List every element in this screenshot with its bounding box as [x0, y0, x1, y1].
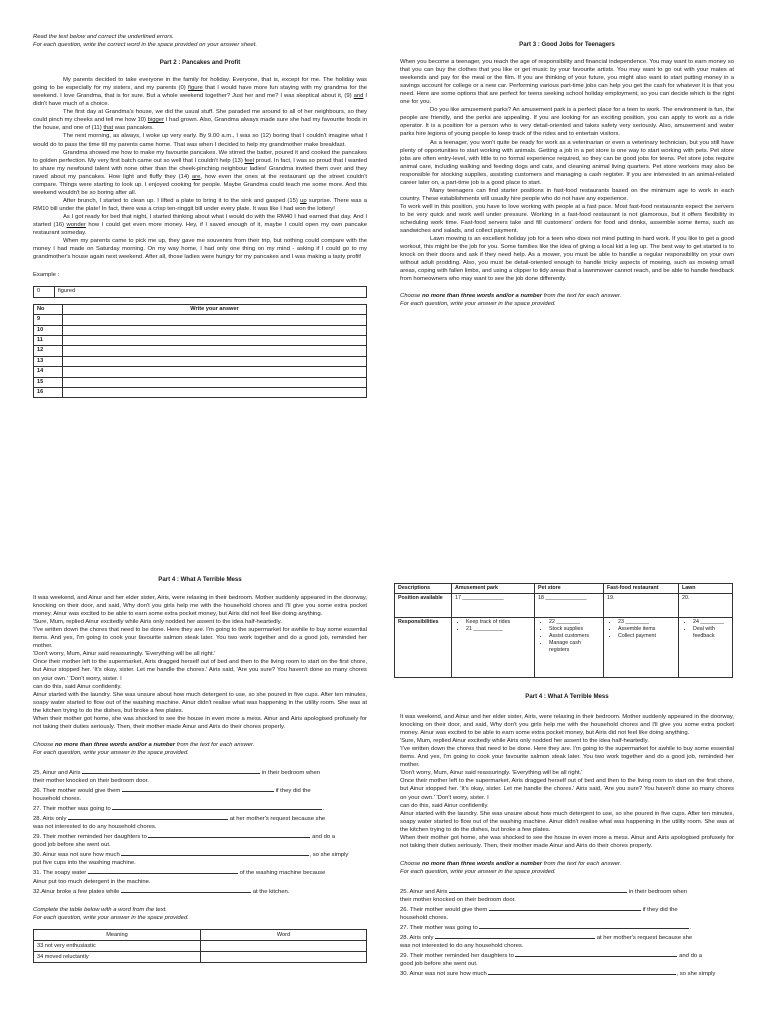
answer-cell[interactable] [63, 367, 367, 377]
jobs-header-fastfood: Fast-food restaurant [604, 584, 679, 594]
part4-story-repeat [400, 713, 734, 850]
answer-blank[interactable] [515, 950, 677, 957]
answer-table [33, 304, 367, 399]
list-item: • Collect payment [618, 633, 675, 640]
jobs-header-descriptions: Descriptions [395, 584, 452, 594]
position-17[interactable]: 17 ______________ [452, 594, 535, 618]
question-28: 28. Airis only at her mother's request because she [33, 813, 367, 823]
row-responsibilities-label: Responsibilities [395, 618, 452, 678]
answer-row [34, 315, 367, 325]
part2-paragraph-4: Grandma showed me how to make my favourite pancakes. We stirred the batter, poured it and cooked the pancakes to golden perfection. My very first batch came out so well that I couldn't help (13) feel proud. In fact, I was so proud that I wanted to share my newfound talent with none other than the cheek-pinching neighbour ladies! Grandma invited them over and they raved about my pancakes. How light and fluffy they (14) are, how even the ones at the restaurant up the street couldn't compare. Things were starting to look up. I enjoyed cooking for people. Maybe Grandma could teach me some more. And this weekend wouldn't be so boring after all. [33, 149, 367, 196]
answer-cell[interactable] [63, 325, 367, 335]
question-32: 32.Ainur broke a few plates while at the kitchen. [33, 886, 367, 896]
answer-blank[interactable] [112, 803, 322, 810]
part3-table-wrap [394, 583, 733, 678]
meaning-cell: 33 not very enthusiastic [34, 940, 201, 951]
example-number: 0 [34, 287, 55, 297]
part4-paragraph: Once their mother left to the supermarket, Airis dragged herself out of bed and then to the living room to start on the first chore, but Ainur stopped her. 'It's okay, sister. Let me handle the chores.' Airis said, 'Are you sure? You haven't done so many chores on your own.' 'Don't worry, sister. I [400, 778, 734, 801]
part3-paragraph-1: When you become a teenager, you reach the age of responsibility and financial independence. You may want to earn money so that you can buy the clothes that you like or get music by your favourite artists. You may want to go out with your mates at weekends and pay for the meal or the film. If you are thinking of your future, you might also want to start putting money in a savings account for college or a new car. Performing various part-time jobs can help you get the cash for whatever it is that you need. Here are some options that are perfect for teens seeking school holiday employment, so you can decide which is the right one for you. [400, 59, 734, 106]
question-28-cont: was not interested to do any household chores. [400, 943, 524, 950]
part3-instruction-1: Choose no more than three words and/or a number from the text for each answer. [400, 293, 622, 300]
part4-paragraph: 'Sure, Mum, replied Ainur excitedly while Airis only nodded her assent to the idea half-heartedly. [400, 738, 649, 745]
part4-paragraph: 'I've written down the chores that need to be done. Here they are. I'm going to the supermarket for awhile to buy some essential items. And yes, I'm going to cook your favourite salmon steak later. You two work together and do a good job, reminded her mother. [33, 627, 367, 650]
question-30-cont: put five cups into the washing machine. [33, 860, 136, 867]
word-header: Word [201, 929, 367, 940]
answer-row [34, 346, 367, 356]
question-27: 27. Their mother was going to . [400, 922, 734, 932]
example-table [33, 286, 367, 297]
answer-blank[interactable] [121, 849, 309, 856]
part4-paragraph: When their mother got home, she was shocked to see the house in even more a mess. Ainur and Airis apologised profusely for not taking their duties seriously. Then, their mother made Ainur and Airis do their chores properly. [33, 715, 367, 730]
answer-row [34, 367, 367, 377]
list-item[interactable]: • 21 __________ [466, 626, 531, 633]
list-item: • Stock supplies [549, 626, 600, 633]
answer-row [34, 377, 367, 387]
part4-paragraph: Ainur started with the laundry. She was unsure about how much detergent to use, so she poured in five cups. After ten minutes, soapy water started to flow out of the washing machine. Ainur didn't realise what was happening in the utility room. She was at the kitchen trying to do the dishes, but broke a few plates. [33, 691, 367, 714]
part3-title: Part 3 : Good Jobs for Teenagers [519, 41, 615, 48]
complete-instruction-1: Complete the table below with a word from the text. [33, 906, 167, 913]
part3-paragraph-5: To work well in this position, you have to love working with people at a fast pace. Most fast-food restaurants expect the servers to be very quick and work well under pressure. Working in a fast-food restaurant is not glamorous, but it offers flexibility in scheduling work time. Fast-food servers take and fill customers' orders for food and drinks, assemble some items, such as sandwiches and salads, and collect payment. [400, 203, 734, 235]
meaning-cell: 34 moved reluctantly [34, 951, 201, 962]
answer-row [34, 325, 367, 335]
jobs-table [394, 583, 733, 678]
answer-blank[interactable] [148, 831, 310, 838]
fastfood-responsibilities [604, 618, 679, 678]
question-28-cont: was not interested to do any household chores. [33, 824, 157, 831]
part4-paragraph: 'Don't worry, Mum, Ainur said reassuringly. 'Everything will be all right.' [400, 770, 583, 777]
part4-paragraph: Ainur started with the laundry. She was unsure about how much detergent to use, so she poured in five cups. After ten minutes, soapy water started to flow out of the washing machine. Ainur didn't realise what was happening in the utility room. She was at the kitchen trying to do the dishes, but broke a few plates. [400, 810, 734, 833]
question-25: 25. Ainur and Airis in their bedroom when [400, 886, 734, 896]
meaning-word-table [33, 929, 367, 963]
part4-instruction-1: Choose no more than three words and/or a number from the text for each answer. [33, 741, 255, 748]
answer-cell[interactable] [63, 335, 367, 345]
answer-row [34, 388, 367, 398]
part2-paragraph-5: After brunch, I started to clean up. I lifted a plate to bring it to the sink and gasped (15) up surprise. There was a RM10 bill under the plate! In fact, there was a crisp ten-ringgit bill under every plate. It was like I had won the lottery! [33, 197, 367, 212]
part4-title: Part 4 : What A Terrible Mess [158, 576, 242, 583]
part3-paragraph-6: Lawn mowing is an excellent holiday job for a teen who does not mind putting in hard work. If you like to get a good workout, this might be the job for you. Some families like the idea of giving a local kid a leg up. The best way to get started is to knock on their doors and ask if they need help. As a mower, you must be able to handle a regular responsibility on your own without adult prodding. Also, you must be detail-oriented enough to handle tricky aspects of mowing, such as mowing small areas, coping with fallen limbs, and using a clipper to tidy areas that a lawnmower cannot reach, and be able to handle feedback from homeowners who may want to see the job done differently. [400, 236, 735, 283]
part4-instruction-2-repeat: For each question, write your answer in the space provided. [400, 868, 556, 875]
list-item[interactable]: • 24 ________ [693, 619, 729, 626]
instruction-line-1: Read the text below and correct the underlined errors. [33, 34, 174, 40]
part2-paragraph-6: As I got ready for bed that night, I started thinking about what I would do with the RM40 I had earned that day. And I started (16) wonder how I could get even more money. Hey, if I saved enough of it, maybe I could open my own pancake restaurant someday. [33, 213, 367, 237]
answer-number: 9 [34, 315, 63, 325]
meaning-word-row [34, 940, 367, 951]
part4-questions [33, 767, 367, 896]
part4-paragraph: can do this, said Ainur confidently. [400, 802, 489, 809]
instruction-line-2: For each question, write the correct word in the space provided on your answer sheet. [33, 42, 257, 49]
list-item[interactable]: • 22 ________ [549, 619, 600, 626]
question-31: 31. The soapy water of the washing machine because [33, 867, 367, 877]
part4-story [33, 594, 367, 731]
part2-paragraph-3: The next morning, as always, I woke up very early. By 9.00 a.m., I was so (12) boring that I couldn't imagine what I would do to pass the time till my parents came home. That was when I decided to help my grandmother make breakfast. [33, 133, 367, 148]
answer-cell[interactable] [63, 388, 367, 398]
part4-paragraph: Once their mother left to the supermarket, Airis dragged herself out of bed and then to the living room to start on the first chore, but Ainur stopped her. 'It's okay, sister. Let me handle the chores.' Airis said, 'Are you sure? You haven't done so many chores on your own.' 'Don't worry, sister. I [33, 659, 367, 682]
part4-questions-repeat [400, 886, 734, 978]
question-29: 29. Their mother reminded her daughters to and do a [400, 950, 734, 960]
question-31-cont: Ainur put too much detergent in the machine. [33, 878, 151, 885]
part2-paragraph-2: The first day at Grandma's house, we did the usual stuff. She paraded me around to all of her neighbours, so they could pinch my cheeks and tell me how 10) bigger I had grown. Also, Grandma always made sure she had my favourite foods in the house, and one of (11) that was pancakes. [33, 109, 367, 132]
part4-instruction-2: For each question, write your answer in the space provided. [33, 749, 189, 756]
jobs-header-lawn: Lawn [679, 584, 733, 594]
row-position-label: Position available [395, 594, 452, 618]
jobs-header-amusement: Amusement park [452, 584, 535, 594]
answer-number: 11 [34, 335, 63, 345]
answer-blank[interactable] [449, 886, 627, 893]
question-29-cont: good job before she went out. [33, 842, 111, 849]
list-item: • Assemble items [618, 626, 675, 633]
list-item: • Deal with feedback [693, 626, 729, 640]
answer-blank[interactable] [82, 767, 260, 774]
question-27: 27. Their mother was going to . [33, 803, 367, 813]
answer-number: 15 [34, 377, 63, 387]
meaning-header: Meaning [34, 929, 201, 940]
question-25: 25. Ainur and Airis in their bedroom when [33, 767, 367, 777]
answer-cell[interactable] [63, 356, 367, 366]
petstore-responsibilities [535, 618, 604, 678]
answer-row [34, 356, 367, 366]
position-19[interactable]: 19. [604, 594, 679, 618]
example-answer: figured [55, 287, 367, 297]
answer-number: 10 [34, 325, 63, 335]
part3-paragraph-3: As a teenager, you won't quite be ready for work as a veterinarian or even a veterinary technician, but you still have plenty of opportunities to start working with animals. Getting a job in a pet store is one way to start working with pets. Pet store jobs are often entry-level, with little to no formal experience required, so they can be good jobs for teens. Pet store jobs require animal care, including walking and feeding dogs and cats, and cleaning animal living quarters. Pet store workers may also be responsible for stocking supplies, assisting customers and managing a cash register. If you are interested in an animal-related career later on, a part-time job is a good place to start. [400, 139, 734, 186]
answer-number: 16 [34, 388, 63, 398]
complete-instruction-2: For each question, write your answer in the space provided. [33, 914, 189, 921]
answer-table-header-answer: Write your answer [63, 304, 367, 315]
part4-paragraph: It was weekend, and Ainur and her elder sister, Airis, were relaxing in their bedroom. Mother suddenly appeared in the doorway, knocking on their door, and said, Why don't you girls help me with the household chores and I'll give you some extra pocket money. Ainur was excited to be able to earn some extra pocket money, but Airis did not feel like doing anything. [33, 595, 367, 618]
question-26: 26. Their mother would give them if they did the [400, 904, 734, 914]
list-item: • Assist customers [549, 633, 600, 640]
part4-paragraph: When their mother got home, she was shocked to see the house in even more a mess. Ainur and Airis apologised profusely for not taking their duties seriously. Then, their mother made Ainur and Airis do their chores properly. [400, 834, 734, 849]
word-cell[interactable] [201, 951, 367, 962]
part4-paragraph: 'Don't worry, Mum, Ainur said reassuringly. 'Everything will be all right.' [33, 651, 216, 658]
question-26-cont: household chores. [400, 915, 449, 922]
part4-column-left [33, 576, 367, 963]
answer-blank[interactable] [489, 904, 641, 911]
part2-paragraph-1: My parents decided to take everyone in the family for holiday. Everyone, that is, except for me. The holiday was going to be especially for my sisters, and my parents (0) figure that I would have more fun staying with my grandma for the weekend. I love Grandma, that is for sure. But a whole weekend together? Just her and me? I was skeptical about it, (9) and I didn't have much of a choice. [33, 77, 367, 108]
answer-blank[interactable] [435, 932, 595, 939]
part4-instruction-1-repeat: Choose no more than three words and/or a number from the text for each answer. [400, 860, 622, 867]
position-18[interactable]: 18 ______________ [535, 594, 604, 618]
lawn-responsibilities [679, 618, 733, 678]
part4-paragraph: 'Sure, Mum, replied Ainur excitedly while Airis only nodded her assent to the idea half-heartedly. [33, 619, 282, 626]
question-26-cont: household chores. [33, 796, 82, 803]
example-label: Example : [33, 272, 60, 279]
answer-number: 14 [34, 367, 63, 377]
meaning-word-row [34, 951, 367, 962]
answer-blank[interactable] [479, 922, 689, 929]
position-20[interactable]: 20. [679, 594, 733, 618]
answer-cell[interactable] [63, 377, 367, 387]
part4-title-repeat: Part 4 : What A Terrible Mess [525, 693, 609, 700]
part3-paragraph-4: Many teenagers can find starter positions in fast-food restaurants based on the minimum age to work in each country. These establishments will usually hire people who do not have any experience. [400, 187, 734, 202]
question-30: 30. Ainur was not sure how much , so she simply [33, 849, 367, 859]
question-26: 26. Their mother would give them if they did the [33, 785, 367, 795]
answer-table-header-no: No [34, 304, 63, 315]
answer-cell[interactable] [63, 315, 367, 325]
part3-instruction-2: For each question, write your answer in the space provided. [400, 301, 556, 308]
part2-column [33, 33, 367, 398]
list-item[interactable]: • 23 ________ [618, 619, 675, 626]
question-25-cont: their mother knocked on their bedroom door. [400, 896, 516, 903]
answer-blank[interactable] [68, 813, 228, 820]
part4-paragraph: 'I've written down the chores that need to be done. Here they are. I'm going to the supermarket for awhile to buy some essential items. And yes, I'm going to cook your favourite salmon steak later. You two work together and do a good job, reminded her mother. [400, 746, 734, 769]
answer-blank[interactable] [121, 886, 251, 893]
part3-paragraph-2: Do you like amusement parks? An amusement park is a perfect place for a teen to work. The environment is fun, the people are friendly, and the perks are appealing. If you are looking for an exciting position, you can apply to work as a ride operator. It is a position for a person who is very detail-oriented and takes safety very seriously. Also, amusement and water parks hire legions of young people to keep track of the rides and to entertain visitors. [400, 107, 734, 138]
answer-number: 12 [34, 346, 63, 356]
part4-column-right [400, 693, 734, 978]
part4-paragraph: can do this, said Ainur confidently. [33, 683, 122, 690]
question-25-cont: their mother knocked on their bedroom door. [33, 777, 149, 784]
answer-row [34, 335, 367, 345]
jobs-header-petstore: Pet store [535, 584, 604, 594]
amusement-responsibilities [452, 618, 535, 678]
question-28: 28. Airis only at her mother's request because she [400, 932, 734, 942]
part2-title: Part 2 : Pancakes and Profit [159, 59, 241, 67]
question-29: 29. Their mother reminded her daughters to and do a [33, 831, 367, 841]
part4-paragraph: It was weekend, and Ainur and her elder sister, Airis, were relaxing in their bedroom. Mother suddenly appeared in the doorway, knocking on their door, and said, Why don't you girls help me with the household chores and I'll give you some extra pocket money. Ainur was excited to be able to earn some extra pocket money, but Airis did not feel like doing anything. [400, 714, 734, 737]
part3-column [400, 41, 734, 308]
answer-cell[interactable] [63, 346, 367, 356]
question-30-partial: 30. Ainur was not sure how much , so she simply [400, 968, 734, 978]
answer-number: 13 [34, 356, 63, 366]
list-item: • Manage cash registers [549, 640, 600, 654]
list-item: • Keep track of rides [466, 619, 531, 626]
answer-blank[interactable] [488, 968, 676, 975]
question-29-cont: good job before she went out. [400, 961, 478, 968]
word-cell[interactable] [201, 940, 367, 951]
part2-paragraph-7: When my parents came to pick me up, they gave me souvenirs from their trip, but nothing could compare with the money I had made on Saturday morning. On my way home, I had only one thing on my mind - asking if I could go to my grandmother's house again next weekend. After all, those ladies were hungry for my pancakes and I was making a tasty profit! [33, 238, 367, 261]
answer-blank[interactable] [122, 785, 274, 792]
answer-blank[interactable] [88, 867, 238, 874]
